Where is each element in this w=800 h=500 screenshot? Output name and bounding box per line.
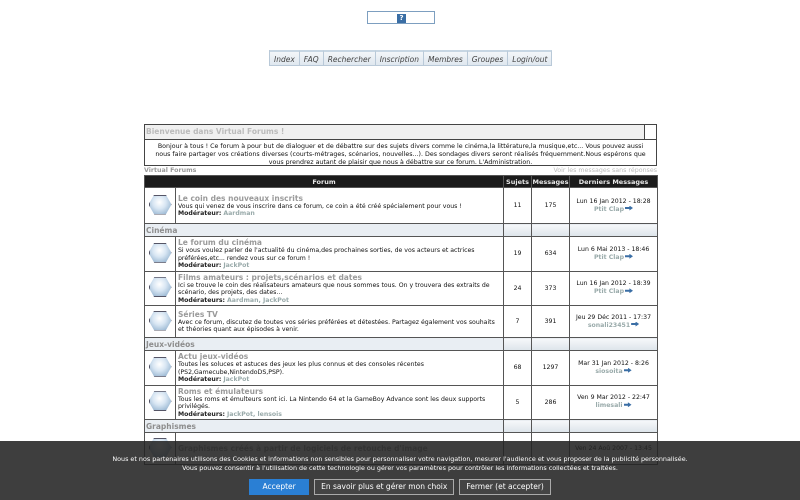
last-post-cell — [570, 271, 658, 306]
forum-info — [176, 351, 504, 386]
logo-icon: ? — [397, 14, 406, 23]
moderator-link[interactable]: Aardman, JackPot — [227, 296, 289, 304]
forum-description: Ici se trouve le coin des réalisateurs amateurs que nous sommes tous. On y trouvera des extraits de scénario, des projets, des dates... — [178, 281, 490, 296]
category-title[interactable]: Cinéma — [145, 224, 504, 237]
goto-last-post-icon[interactable] — [631, 322, 639, 327]
last-post-date: Lun 16 Jan 2012 - 18:39 — [576, 280, 651, 288]
topic-count: 5 — [504, 385, 532, 420]
last-post-cell — [570, 351, 658, 386]
forum-folder-icon — [149, 243, 172, 263]
cookie-text-line2: Vous pouvez consentir à l'utilisation de cette technologie ou gérer vos paramètres pour contrôler les informations collectées et traitées. — [182, 463, 618, 472]
col-last-post: Derniers Messages — [570, 176, 658, 188]
topic-count: 7 — [504, 306, 532, 338]
nav-login[interactable]: Login/out — [508, 50, 552, 66]
forum-info — [176, 306, 504, 338]
welcome-header — [144, 124, 657, 140]
nav-index[interactable]: Index — [270, 50, 300, 66]
last-post-cell — [570, 188, 658, 224]
blank-cell — [532, 338, 570, 351]
cookie-text — [0, 441, 800, 472]
col-forum: Forum — [145, 176, 504, 188]
top-navigation — [269, 50, 552, 66]
nav-faq[interactable]: FAQ — [300, 50, 324, 66]
cookie-buttons — [0, 479, 800, 495]
nav-groups[interactable]: Groupes — [468, 50, 509, 66]
table-header — [145, 176, 658, 188]
col-posts: Messages — [532, 177, 569, 186]
blank-cell — [570, 338, 658, 351]
close-accept-button[interactable]: Fermer (et accepter) — [459, 479, 551, 495]
forum-description: Toutes les soluces et astuces des jeux les plus connus et des consoles récentes (PS2,Gamecube,NintendoDS,PSP). — [178, 361, 424, 376]
table-row — [145, 237, 658, 272]
forum-info — [176, 237, 504, 272]
goto-last-post-icon[interactable] — [624, 368, 632, 373]
breadcrumb[interactable]: Virtual Forums — [144, 167, 197, 174]
category-row — [145, 420, 658, 433]
forum-folder-icon — [149, 195, 172, 215]
forum-title-link[interactable]: Roms et émulateurs — [178, 386, 264, 396]
moderator-link[interactable]: JackPot, lensois — [227, 410, 282, 418]
blank-cell — [504, 420, 532, 433]
goto-last-post-icon[interactable] — [625, 206, 633, 211]
last-post-user[interactable]: Ptit Clap — [594, 253, 624, 261]
goto-last-post-icon[interactable] — [624, 402, 632, 407]
category-title[interactable]: Jeux-vidéos — [145, 338, 504, 351]
welcome-title: Bienvenue dans Virtual Forums ! — [146, 127, 285, 136]
nav-register[interactable]: Inscription — [376, 50, 424, 66]
forum-icon-cell — [145, 385, 176, 420]
forum-moderators — [178, 262, 501, 270]
topic-count: 11 — [504, 188, 532, 224]
last-post-user[interactable]: Ptit Clap — [594, 205, 624, 213]
forum-description: Vous qui venez de vous inscrire dans ce forum, ce coin a été créé spécialement pour vous ! — [178, 202, 462, 210]
post-count: 391 — [532, 306, 570, 338]
unanswered-link[interactable]: Voir les messages sans réponses — [553, 167, 657, 174]
forum-title-link[interactable]: Actu jeux-vidéos — [178, 352, 249, 361]
last-post-cell — [570, 237, 658, 272]
forum-title-link[interactable]: Le forum du cinéma — [178, 238, 262, 247]
forum-info — [176, 271, 504, 306]
table-row — [145, 188, 658, 224]
moderator-link[interactable]: Aardman — [223, 210, 255, 217]
last-post-date: Jeu 29 Déc 2011 - 17:37 — [575, 313, 652, 321]
nav-search[interactable]: Rechercher — [324, 50, 376, 66]
forum-folder-icon — [149, 357, 172, 377]
last-post-date: Ven 9 Mar 2012 - 22:47 — [577, 394, 650, 402]
moderator-link[interactable]: JackPot — [223, 376, 250, 383]
post-count: 286 — [532, 385, 570, 420]
forum-icon-cell — [145, 188, 176, 224]
topic-count: 24 — [504, 271, 532, 306]
category-row — [145, 338, 658, 351]
last-post-user[interactable]: siosoita — [595, 367, 623, 375]
table-row — [145, 351, 658, 386]
forum-board — [144, 124, 657, 465]
moderator-label: Modérateur: — [178, 210, 222, 217]
forum-description: Tous les roms et émulteurs sont ici. La Nintendo 64 et la GameBoy Advance sont les deux supports privilégés. — [178, 395, 486, 410]
forum-description: Avec ce forum, discutez de toutes vos séries préférées et détestées. Partagez également vos souhaits et théories quant aux épisodes à venir. — [178, 318, 495, 333]
forum-moderators — [178, 210, 501, 218]
category-row — [145, 224, 658, 237]
forum-folder-icon — [149, 311, 172, 331]
topic-count: 19 — [504, 237, 532, 272]
forum-info — [176, 188, 504, 224]
forum-title-link[interactable]: Séries TV — [178, 309, 218, 319]
last-post-user[interactable]: Ptit Clap — [594, 288, 624, 296]
topic-count: 68 — [504, 351, 532, 386]
goto-last-post-icon[interactable] — [625, 288, 633, 293]
forum-icon-cell — [145, 306, 176, 338]
forum-icon-cell — [145, 351, 176, 386]
last-post-date: Lun 6 Mai 2013 - 18:46 — [577, 245, 650, 253]
category-title[interactable]: Graphismes — [145, 420, 504, 433]
blank-cell — [532, 420, 570, 433]
accept-button[interactable]: Accepter — [249, 479, 309, 495]
forum-title-link[interactable]: Le coin des nouveaux inscrits — [178, 193, 303, 203]
learn-more-button[interactable]: En savoir plus et gérer mon choix — [314, 479, 454, 495]
blank-cell — [570, 224, 658, 237]
goto-last-post-icon[interactable] — [625, 254, 633, 259]
forum-icon-cell — [145, 237, 176, 272]
header-cell — [644, 125, 656, 139]
moderator-link[interactable]: JackPot — [223, 262, 250, 269]
cookie-banner — [0, 441, 800, 500]
blank-cell — [504, 338, 532, 351]
moderator-label: Modérateurs: — [178, 410, 226, 418]
forum-folder-icon — [149, 277, 172, 297]
table-row — [145, 306, 658, 338]
welcome-text: Bonjour à tous ! Ce forum à pour but de dialoguer et de débattre sur des sujets divers comme le cinéma,la littérature,la musique,etc... Vous pouvez aussi nous faire partager vos créations diverses (courts-métrages, scénarios, nouvelles...). Des sondages divers seront réalisés fréquemment.Nous espérons que vous prendrez autant de plaisir que nous à débattre sur ce forum. L'Administration. — [144, 140, 657, 166]
forum-title-link[interactable]: Films amateurs : projets,scénarios et dates — [178, 272, 363, 282]
cookie-text-line1: Nous et nos partenaires utilisons des Cookies et informations non sensibles pour personnaliser votre navigation, mesurer l'audience et vous proposer de la publicité personnalisée. — [112, 455, 688, 463]
forum-icon-cell — [145, 271, 176, 306]
blank-cell — [570, 420, 658, 433]
last-post-date: Lun 16 Jan 2012 - 18:28 — [576, 197, 651, 205]
forum-info — [176, 385, 504, 420]
post-count: 175 — [532, 188, 570, 224]
post-count: 373 — [532, 271, 570, 306]
last-post-user[interactable]: limesali — [595, 402, 623, 410]
table-row — [145, 385, 658, 420]
last-post-cell — [570, 385, 658, 420]
moderator-label: Modérateur: — [178, 376, 222, 383]
moderator-label: Modérateurs: — [178, 296, 226, 304]
blank-cell — [504, 224, 532, 237]
forum-moderators — [178, 411, 501, 419]
post-count: 634 — [532, 237, 570, 272]
col-topics: Sujets — [504, 176, 532, 188]
forum-folder-icon — [149, 391, 172, 411]
table-row — [145, 271, 658, 306]
forum-description: Si vous voulez parler de l'actualité du cinéma,des prochaines sorties, de vos acteurs et actrices préférées,etc... rendez vous sur ce forum ! — [178, 247, 475, 262]
last-post-date: Mar 31 Jan 2012 - 8:26 — [578, 359, 649, 367]
breadcrumb-bar — [144, 166, 657, 175]
last-post-cell — [570, 306, 658, 338]
blank-cell — [532, 224, 570, 237]
forum-table — [144, 175, 658, 465]
forum-moderators — [178, 376, 501, 384]
logo-image[interactable] — [367, 11, 435, 24]
last-post-user[interactable]: sonali23451 — [587, 321, 631, 329]
nav-members[interactable]: Membres — [424, 50, 468, 66]
moderator-label: Modérateur: — [178, 262, 222, 269]
post-count: 1297 — [532, 351, 570, 386]
forum-moderators — [178, 297, 501, 305]
